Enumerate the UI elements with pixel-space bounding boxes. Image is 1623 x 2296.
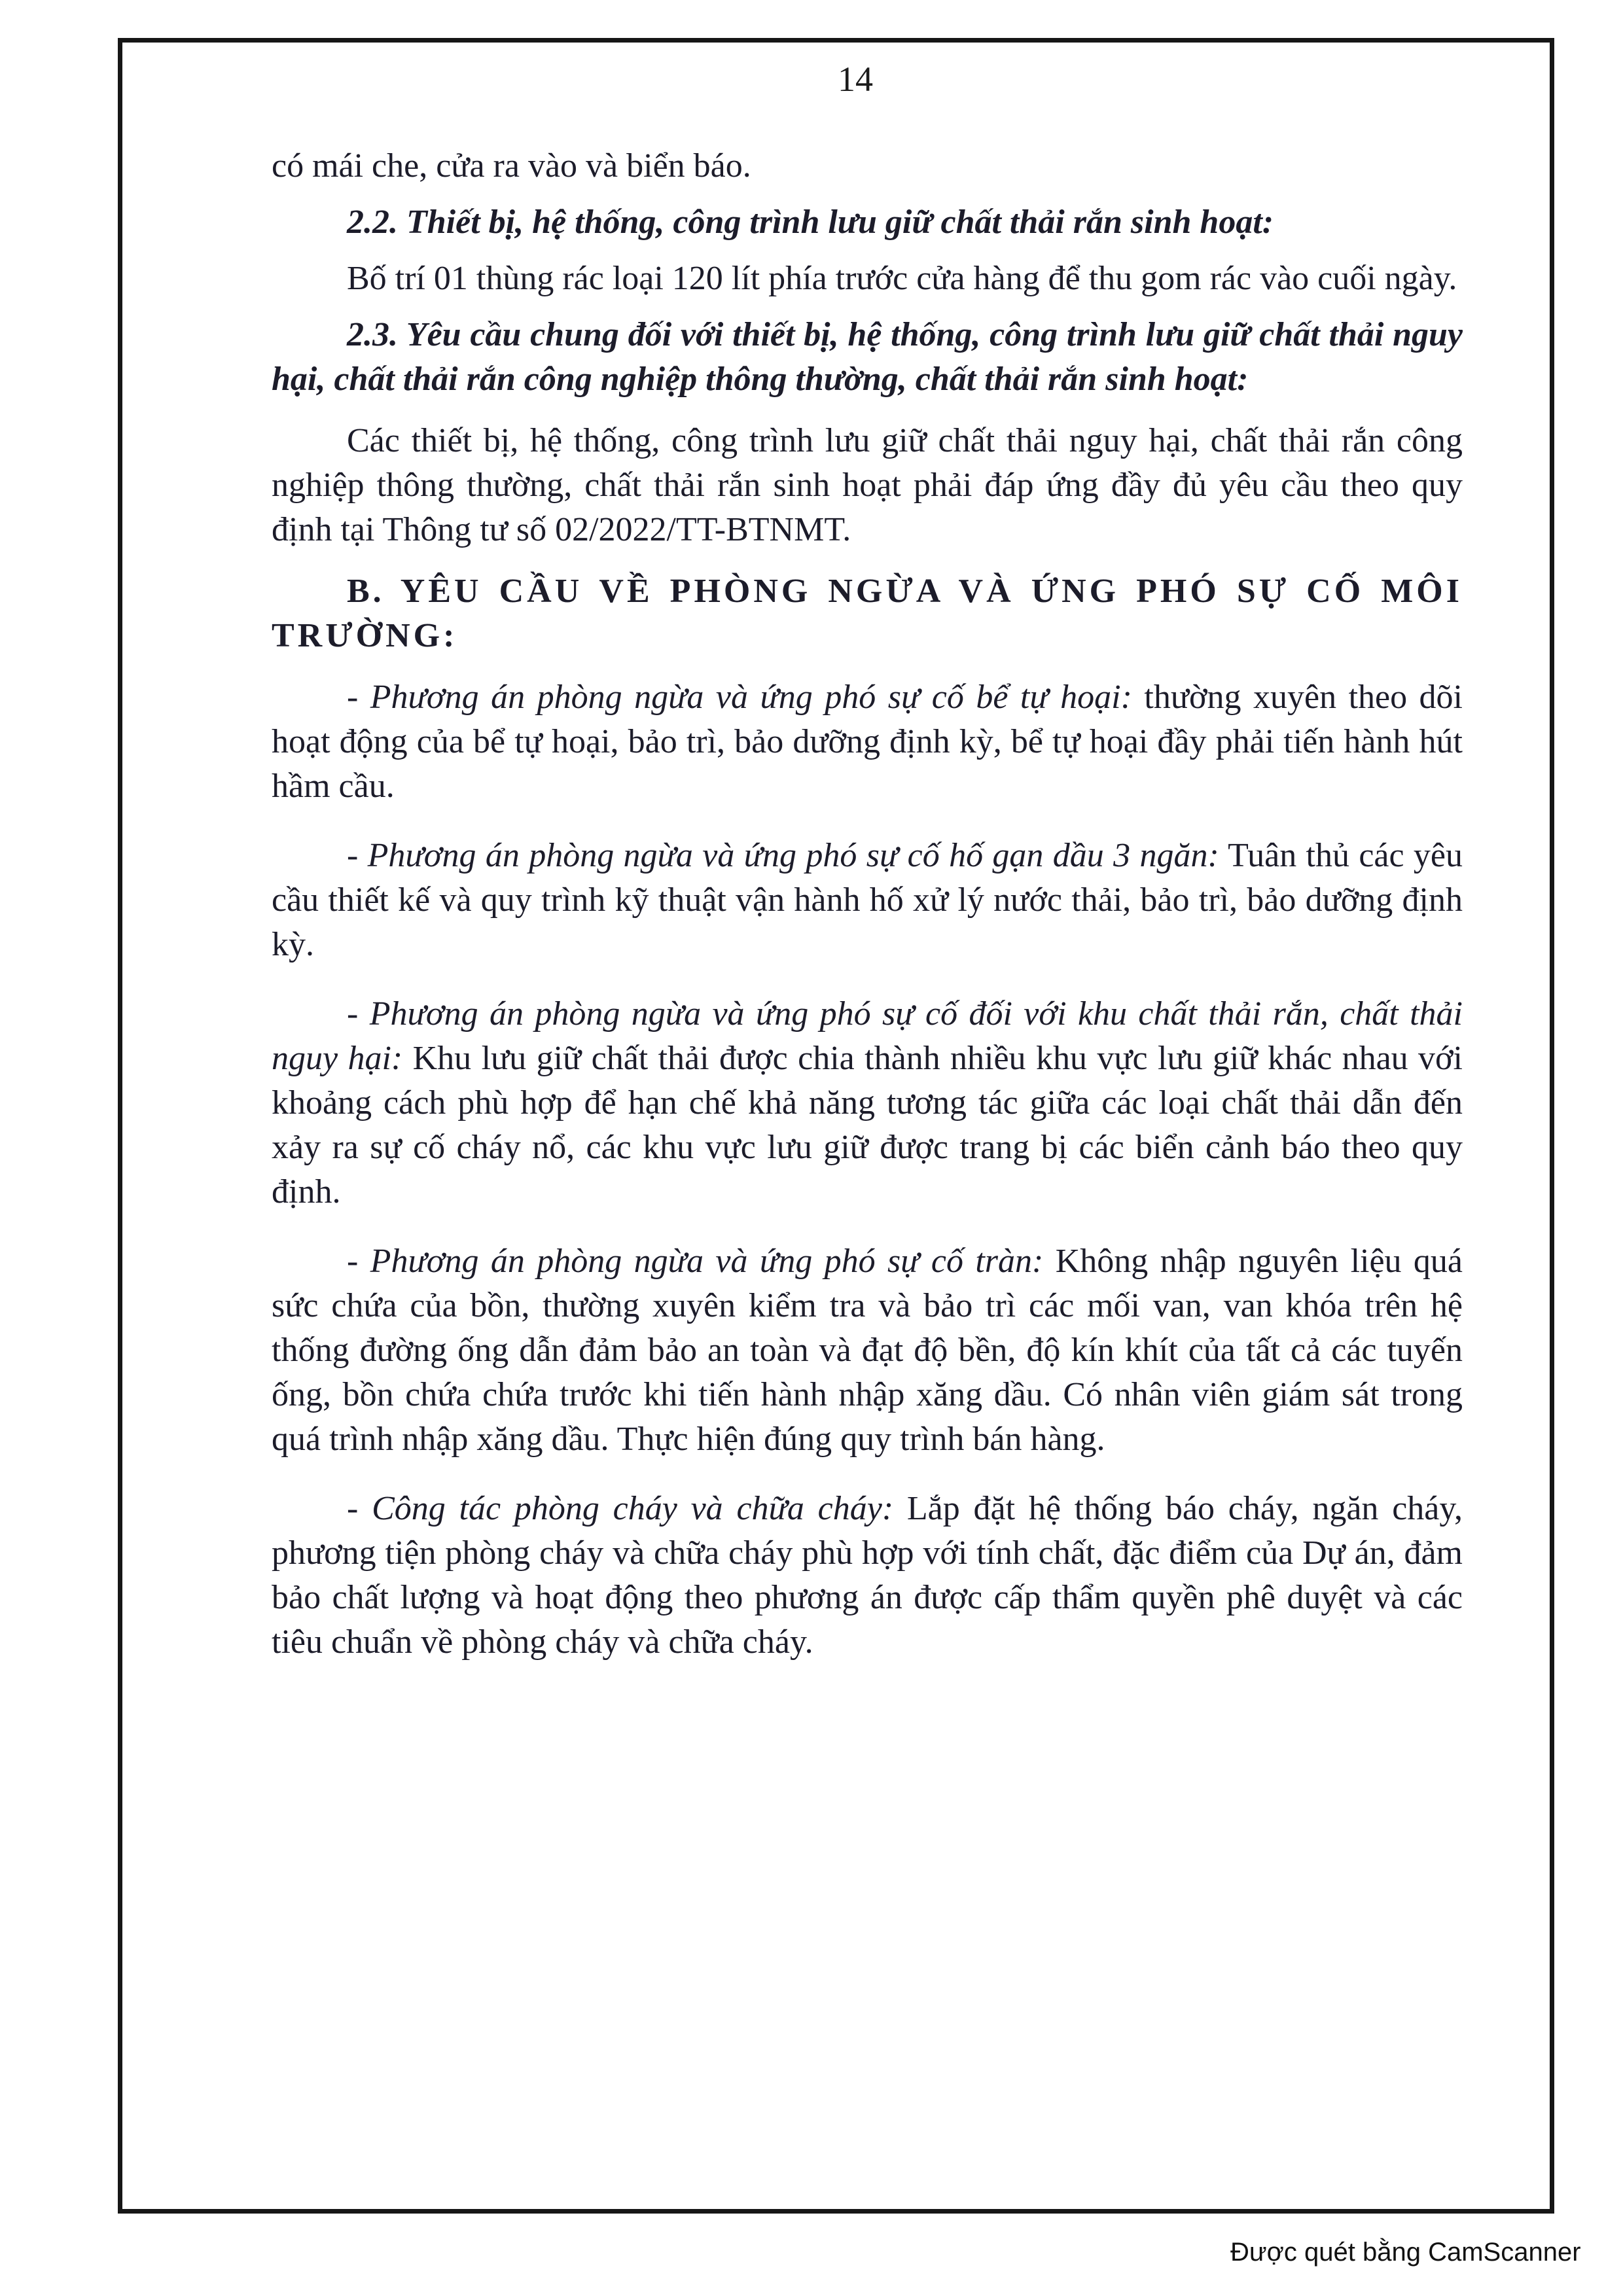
item-text: Lắp đặt hệ thống báo cháy, ngăn cháy, phương tiện phòng cháy và chữa cháy phù hợp với tính chất, đặc điểm của Dự án, đảm bảo chất lượng và hoạt động theo phương án được cấp thẩm quyền phê duyệt và các tiêu chuẩn về phòng cháy và chữa cháy. [272,1490,1463,1661]
paragraph-2-3: Các thiết bị, hệ thống, công trình lưu giữ chất thải nguy hại, chất thải rắn công nghiệp thông thường, chất thải rắn sinh hoạt phải đáp ứng đầy đủ yêu cầu theo quy định tại Thông tư số 02/2022/TT-BTNMT. [272,422,1463,548]
scanner-watermark: Được quét bằng CamScanner [1230,2238,1581,2267]
intro-line: có mái che, cửa ra vào và biển báo. [272,147,751,185]
item-fire-protection [272,1487,1463,1665]
page-number: 14 [838,60,873,99]
item-lead: - Phương án phòng ngừa và ứng phó sự cố hố gạn dầu 3 ngăn: [347,837,1219,874]
item-text: thường xuyên theo dõi hoạt động của bể tự hoại, bảo trì, bảo dưỡng định kỳ, bể tự hoại đầy phải tiến hành hút hầm cầu. [272,679,1463,805]
item-text: Khu lưu giữ chất thải được chia thành nhiều khu vực lưu giữ khác nhau với khoảng cách phù hợp để hạn chế khả năng tương tác giữa các loại chất thải dẫn đến xảy ra sự cố cháy nổ, các khu vực lưu giữ được trang bị các biển cảnh báo theo quy định. [272,1040,1463,1210]
item-lead: - Phương án phòng ngừa và ứng phó sự cố tràn: [347,1243,1044,1280]
heading-section-b: B. YÊU CẦU VỀ PHÒNG NGỪA VÀ ỨNG PHÓ SỰ CỐ MÔI TRƯỜNG: [272,573,1463,654]
item-lead: - Phương án phòng ngừa và ứng phó sự cố bể tự hoại: [347,679,1132,716]
heading-2-2: 2.2. Thiết bị, hệ thống, công trình lưu giữ chất thải rắn sinh hoạt: [347,203,1274,241]
item-septic-tank [272,675,1463,809]
item-spill [272,1239,1463,1462]
item-text: Không nhập nguyên liệu quá sức chứa của bồn, thường xuyên kiểm tra và bảo trì các mối van, van khóa trên hệ thống đường ống dẫn đảm bảo an toàn và đạt độ bền, độ kín khít của tất cả các tuyến ống, bồn chứa chứa trước khi tiến hành nhập xăng dầu. Có nhân viên giám sát trong quá trình nhập xăng dầu. Thực hiện đúng quy trình bán hàng. [272,1243,1463,1458]
item-text: Tuân thủ các yêu cầu thiết kế và quy trình kỹ thuật vận hành hố xử lý nước thải, bảo trì, bảo dưỡng định kỳ. [272,837,1463,963]
paragraph-2-2: Bố trí 01 thùng rác loại 120 lít phía trước cửa hàng để thu gom rác vào cuối ngày. [347,260,1457,297]
document-body [272,144,1463,1665]
item-oil-separator [272,834,1463,967]
item-lead: - Phương án phòng ngừa và ứng phó sự cố đối với khu chất thải rắn, chất thải nguy hại: [272,995,1463,1077]
item-lead: - Công tác phòng cháy và chữa cháy: [347,1490,894,1527]
item-solid-waste-area [272,992,1463,1214]
heading-2-3: 2.3. Yêu cầu chung đối với thiết bị, hệ thống, công trình lưu giữ chất thải nguy hại, chất thải rắn công nghiệp thông thường, chất thải rắn sinh hoạt: [272,316,1463,398]
